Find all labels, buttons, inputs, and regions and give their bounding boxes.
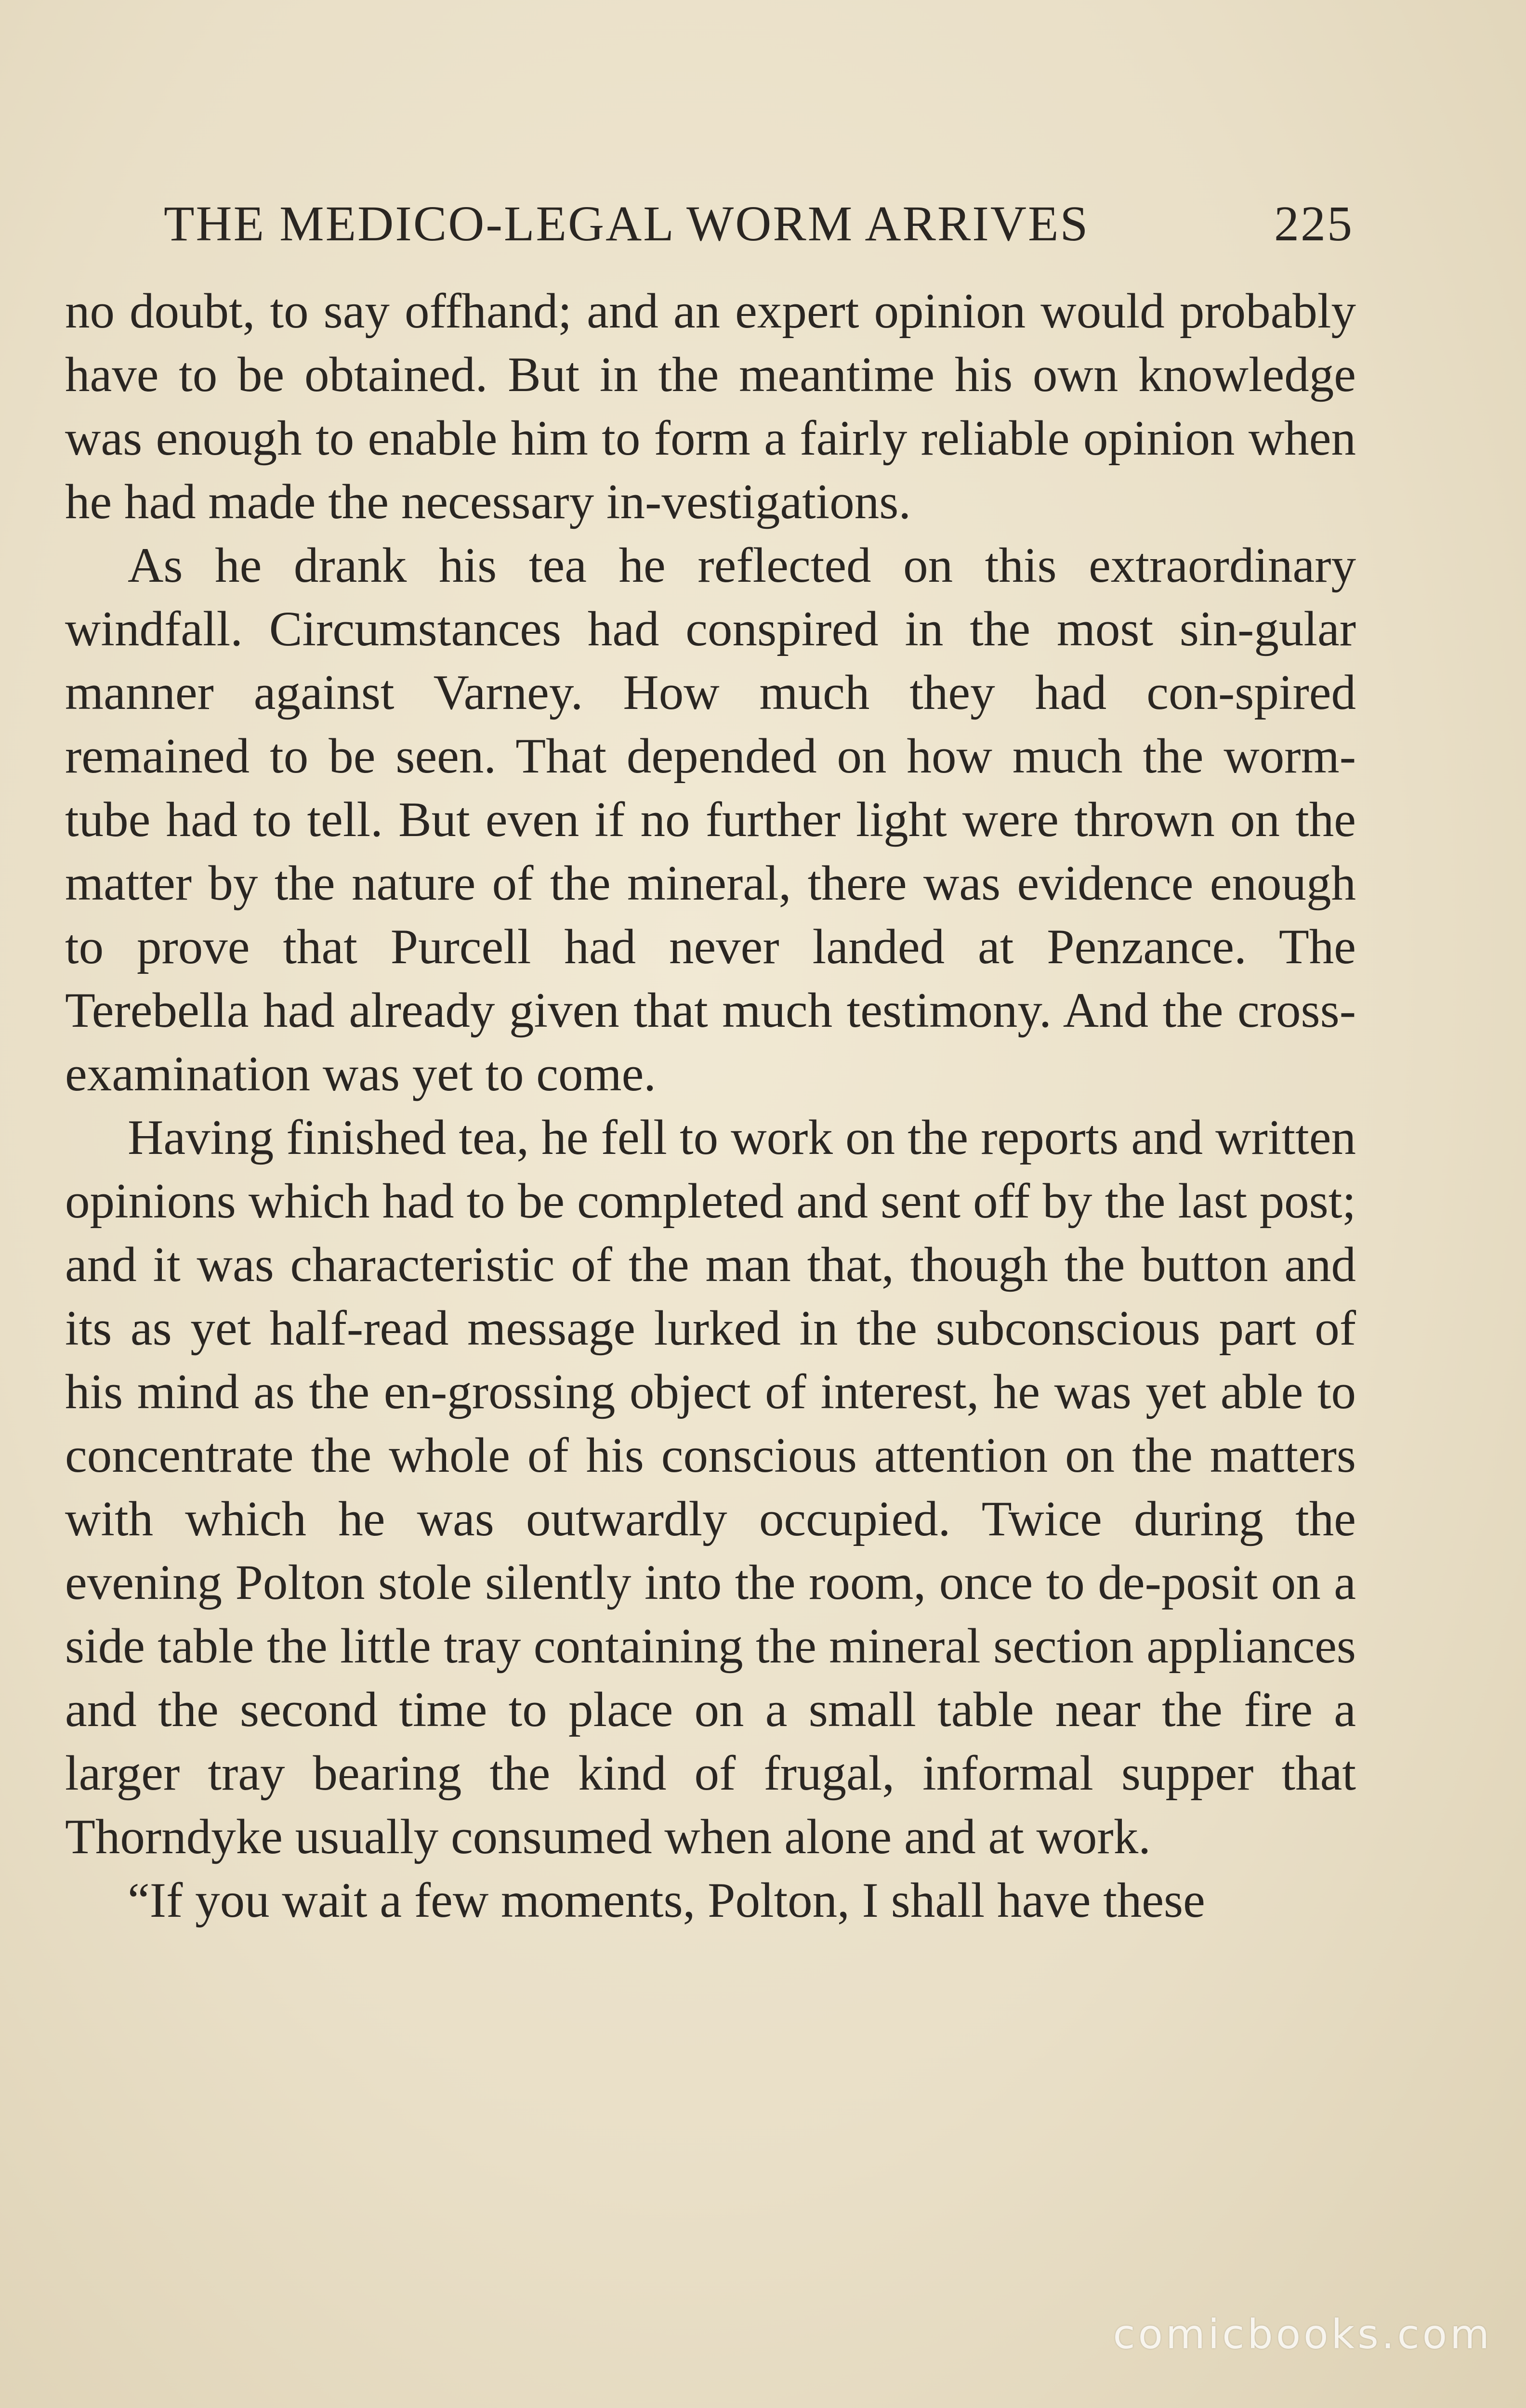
- paragraph: As he drank his tea he reflected on this extraordinary windfall. Circumstances had conspired in the most sin-gular manner against Varney. How much they had con-spired remained to be seen. That depended on how much the worm-tube had to tell. But even if no further light were thrown on the matter by the nature of the mineral, there was evidence enough to prove that Purcell had never landed at Penzance. The Terebella had already given that much testimony. And the cross-examination was yet to come.: [65, 538, 1356, 1101]
- page-header: [164, 193, 1354, 255]
- running-head: THE MEDICO-LEGAL WORM ARRIVES: [164, 196, 1090, 251]
- page-number: 225: [1274, 196, 1354, 251]
- body-text: [65, 279, 1356, 1932]
- paragraph: “If you wait a few moments, Polton, I shall have these: [128, 1873, 1205, 1928]
- watermark: comicbooks.com: [1113, 2311, 1492, 2358]
- paragraph: no doubt, to say offhand; and an expert opinion would probably have to be obtained. But in the meantime his own knowledge was enough to enable him to form a fairly reliable opinion when he had made the necessary in-vestigations.: [65, 284, 1356, 529]
- paragraph: Having finished tea, he fell to work on the reports and written opinions which had to be completed and sent off by the last post; and it was characteristic of the man that, though the button and its as yet half-read message lurked in the subconscious part of his mind as the en-grossing object of interest, he was yet able to concentrate the whole of his conscious attention on the matters with which he was outwardly occupied. Twice during the evening Polton stole silently into the room, once to de-posit on a side table the little tray containing the mineral section appliances and the second time to place on a small table near the fire a larger tray bearing the kind of frugal, informal supper that Thorndyke usually consumed when alone and at work.: [65, 1110, 1356, 1864]
